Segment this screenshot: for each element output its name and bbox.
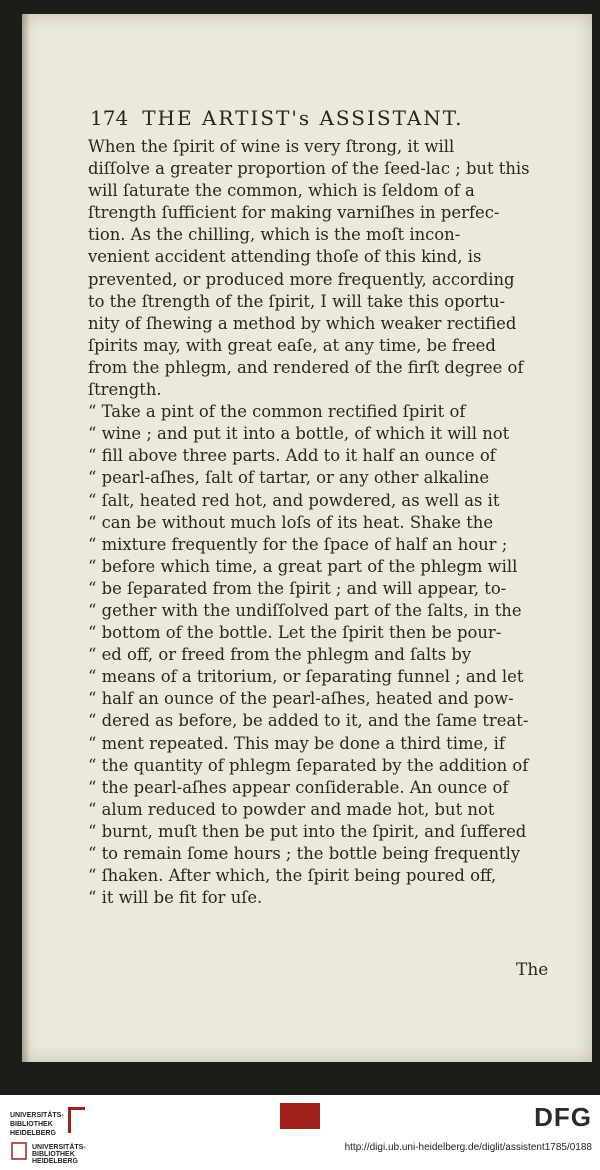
running-title: THE ARTIST's ASSISTANT. xyxy=(142,106,464,130)
text-line: “ ed off, or freed from the phlegm and ſalts by xyxy=(88,645,472,665)
text-line: to the ſtrength of the ſpirit, I will take this oportu- xyxy=(88,291,505,311)
text-line: “ means of a tritorium, or ſeparating funnel ; and let xyxy=(88,667,524,687)
text-line: “ burnt, muſt then be put into the ſpirit, and ſuffered xyxy=(88,821,527,841)
page-header xyxy=(90,106,510,130)
text-line: “ be ſeparated from the ſpirit ; and will appear, to- xyxy=(88,578,507,598)
text-line: ſtrength ſufficient for making varniſhes in perfec- xyxy=(88,203,500,223)
text-line: will ſaturate the common, which is ſeldom of a xyxy=(88,181,475,201)
text-line: “ fill above three parts. Add to it half an ounce of xyxy=(88,446,496,466)
text-line: “ the pearl-aſhes appear conſiderable. An ounce of xyxy=(88,777,509,797)
text-line: venient accident attending thoſe of this kind, is xyxy=(88,247,482,267)
page-spine-shadow xyxy=(22,14,30,1062)
text-line: “ to remain ſome hours ; the bottle being frequently xyxy=(88,844,521,863)
text-line: “ can be without much loſs of its heat. Shake the xyxy=(88,512,494,532)
text-line: “ Take a pint of the common rectified ſpirit of xyxy=(88,402,466,422)
dfg-logo[interactable]: DFG xyxy=(534,1102,592,1132)
text-line: prevented, or produced more frequently, according xyxy=(88,269,515,289)
text-line: “ gether with the undiſſolved part of the ſalts, in the xyxy=(88,600,522,620)
body-text xyxy=(88,136,550,909)
library-name-line2: BIBLIOTHEK xyxy=(10,1121,53,1128)
source-url[interactable]: http://digi.ub.uni-heidelberg.de/diglit/assistent1785/0188 xyxy=(344,1142,592,1153)
text-line: tion. As the chilling, which is the moſt incon- xyxy=(88,225,461,245)
text-line: ſtrength. xyxy=(88,380,162,400)
text-line: “ ment repeated. This may be done a third time, if xyxy=(88,733,505,753)
digital-collection-badge-icon[interactable] xyxy=(280,1103,320,1129)
text-line: “ half an ounce of the pearl-aſhes, heated and pow- xyxy=(88,689,514,709)
library-footer xyxy=(0,1095,600,1170)
library-name-line1: UNIVERSITÄTS- xyxy=(10,1112,64,1119)
text-line: “ before which time, a great part of the phlegm will xyxy=(88,556,518,576)
text-line: “ mixture frequently for the ſpace of half an hour ; xyxy=(88,534,508,554)
text-line: When the ſpirit of wine is very ſtrong, it will xyxy=(88,137,455,156)
text-line: “ ſalt, heated red hot, and powdered, as well as it xyxy=(88,490,500,510)
text-line: “ it will be fit for uſe. xyxy=(88,888,263,908)
text-line: “ the quantity of phlegm ſeparated by the addition of xyxy=(88,755,529,775)
library-name-line3: HEIDELBERG xyxy=(32,1158,78,1163)
text-line: from the phlegm, and rendered of the firſt degree of xyxy=(88,357,524,377)
text-line: “ wine ; and put it into a bottle, of which it will not xyxy=(88,424,510,444)
text-line: “ dered as before, be added to it, and the ſame treat- xyxy=(88,711,529,731)
library-name-line1: UNIVERSITÄTS- xyxy=(32,1144,86,1151)
logo-bar-icon xyxy=(68,1107,71,1133)
page-number: 174 xyxy=(90,106,129,130)
text-line: diſſolve a greater proportion of the ſeed-lac ; but this xyxy=(88,159,530,179)
university-library-logo[interactable] xyxy=(8,1103,158,1163)
library-name-line2: BIBLIOTHEK xyxy=(32,1151,75,1158)
text-line: “ pearl-aſhes, ſalt of tartar, or any other alkaline xyxy=(88,468,490,488)
text-line: “ ſhaken. After which, the ſpirit being poured off, xyxy=(88,866,497,886)
seal-icon xyxy=(12,1143,26,1159)
text-line: nity of ſhewing a method by which weaker rectified xyxy=(88,313,517,333)
text-line: ſpirits may, with great eaſe, at any time, be freed xyxy=(88,335,496,355)
text-line: “ alum reduced to powder and made hot, but not xyxy=(88,799,495,819)
library-name-line3: HEIDELBERG xyxy=(10,1130,56,1137)
catchword: The xyxy=(516,960,549,980)
logo-bar-icon xyxy=(71,1107,85,1110)
text-line: “ bottom of the bottle. Let the ſpirit then be pour- xyxy=(88,623,502,643)
